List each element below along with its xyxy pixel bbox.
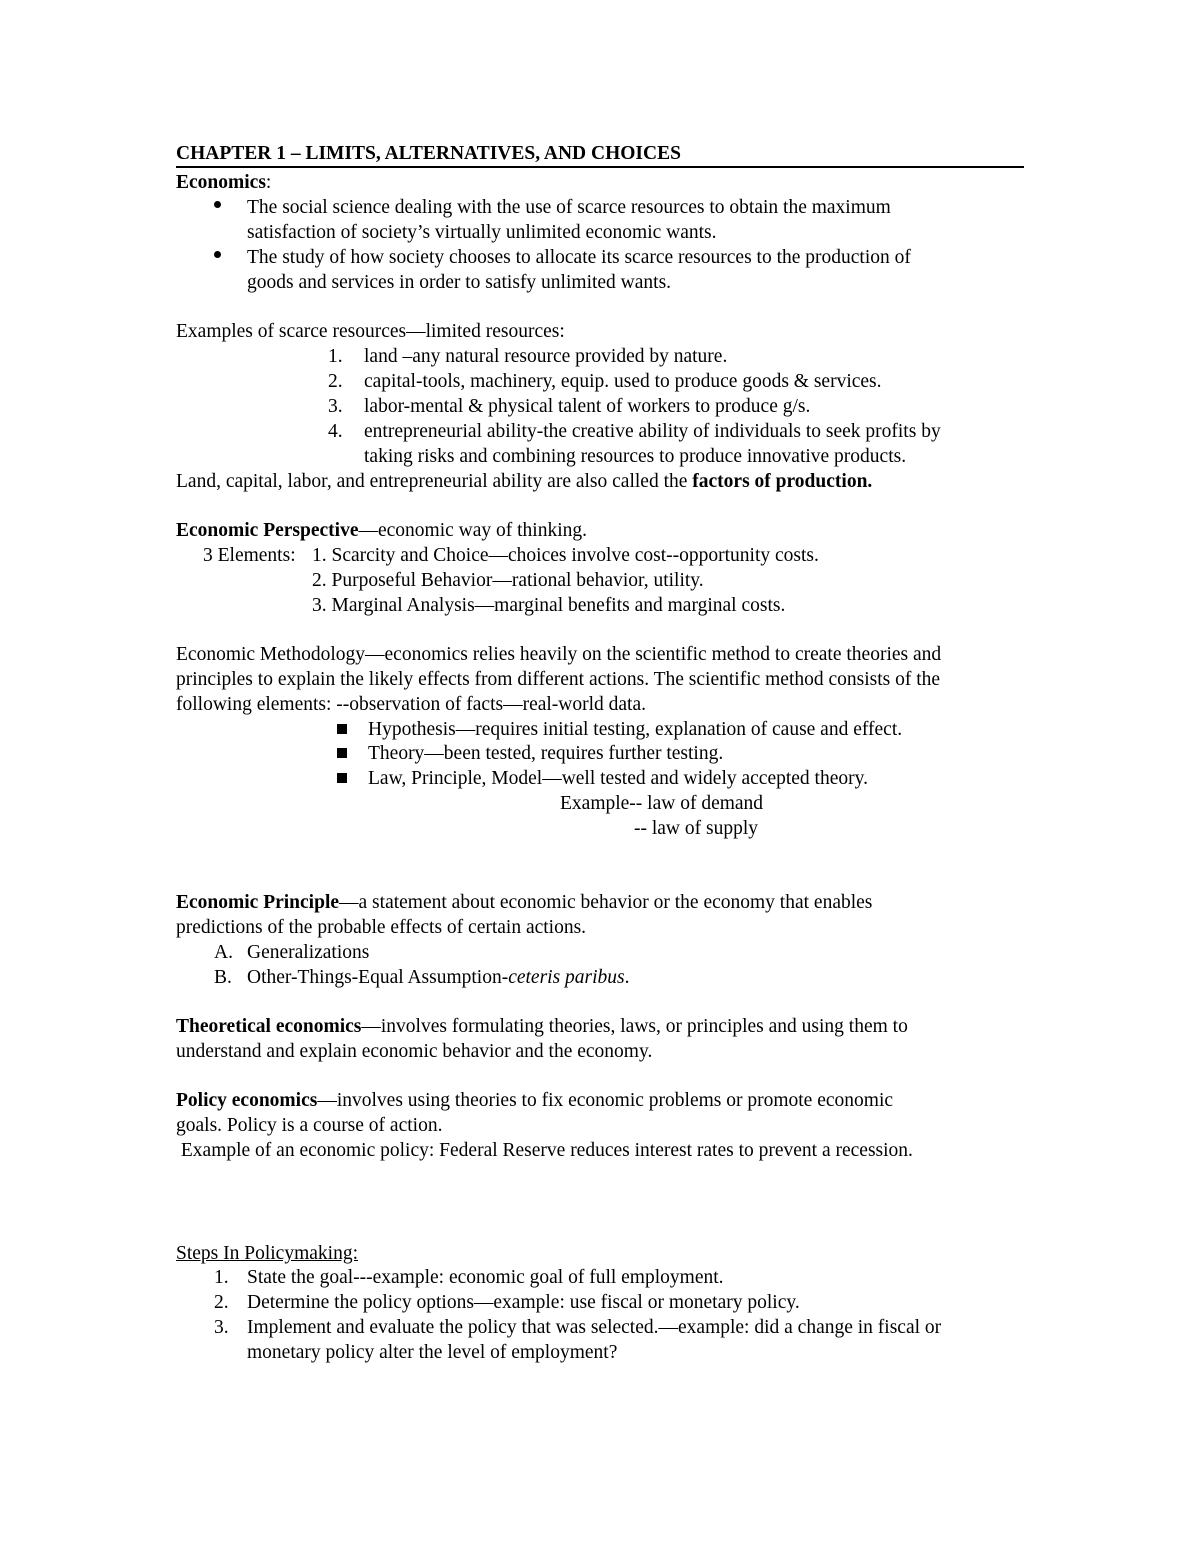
theoretical-line-2: understand and explain economic behavior and the economy. [176,1041,653,1062]
method-example-2: -- law of supply [634,818,759,839]
methodology-line-2: principles to explain the likely effects from different actions. The scientific method consists of the [176,669,941,690]
step-3: Implement and evaluate the policy that was selected.—example: did a change in fiscal or [247,1317,942,1338]
list-number: 1. [214,1267,229,1288]
methodology-line-1: Economic Methodology—economics relies heavily on the scientific method to create theories and [176,644,942,665]
method-theory: Theory—been tested, requires further testing. [368,743,724,764]
methodology-line-3: following elements: --observation of facts—real-world data. [176,694,647,715]
method-example-1: Example-- law of demand [560,793,764,814]
list-number: 2. [328,371,343,392]
list-number: 3. [214,1317,229,1338]
element-3: 3. Marginal Analysis—marginal benefits and marginal costs. [312,595,786,616]
list-letter: A. [214,942,233,963]
scarce-item-land: land –any natural resource provided by nature. [364,346,728,367]
principle-line-1: Economic Principle—a statement about economic behavior or the economy that enables [176,892,873,913]
element-2: 2. Purposeful Behavior—rational behavior, utility. [312,570,704,591]
scarce-item-labor: labor-mental & physical talent of workers to produce g/s. [364,396,811,417]
ceteris-paribus: ceteris paribus [508,967,625,988]
list-number: 2. [214,1292,229,1313]
scarce-intro: Examples of scarce resources—limited resources: [176,321,565,342]
step-1: State the goal---example: economic goal of full employment. [247,1267,724,1288]
economics-def-2-line1: The study of how society chooses to allocate its scarce resources to the production of [247,247,911,268]
policy-term: Policy economics [176,1090,318,1111]
method-law: Law, Principle, Model—well tested and widely accepted theory. [368,768,868,789]
square-bullet-icon [337,748,347,758]
scarce-item-entrepreneurial-cont: taking risks and combining resources to produce innovative products. [364,446,907,467]
principle-item-a: Generalizations [247,942,370,963]
economics-term: Economics [176,172,266,193]
list-number: 4. [328,421,343,442]
bullet-dot-icon [214,201,221,208]
perspective-line: Economic Perspective—economic way of thinking. [176,520,588,541]
theoretical-line-1: Theoretical economics—involves formulating theories, laws, or principles and using them to [176,1016,908,1037]
economics-heading: Economics: [176,172,272,193]
list-number: 3. [328,396,343,417]
theoretical-term: Theoretical economics [176,1016,362,1037]
step-3-cont: monetary policy alter the level of employment? [247,1342,618,1363]
principle-term: Economic Principle [176,892,340,913]
factors-term: factors of production. [692,471,873,492]
policy-example: Example of an economic policy: Federal Reserve reduces interest rates to prevent a recession. [176,1140,913,1161]
principle-line-2: predictions of the probable effects of certain actions. [176,917,587,938]
economics-def-1-line2: satisfaction of society’s virtually unlimited economic wants. [247,222,717,243]
square-bullet-icon [337,724,347,734]
economics-def-1-line1: The social science dealing with the use of scarce resources to obtain the maximum [247,197,891,218]
step-2: Determine the policy options—example: use fiscal or monetary policy. [247,1292,800,1313]
chapter-title: CHAPTER 1 – LIMITS, ALTERNATIVES, AND CHOICES [176,143,681,164]
policy-line-1: Policy economics—involves using theories to fix economic problems or promote economic [176,1090,894,1111]
method-hypothesis: Hypothesis—requires initial testing, explanation of cause and effect. [368,719,903,740]
perspective-term: Economic Perspective [176,520,359,541]
steps-heading: Steps In Policymaking: [176,1243,358,1264]
factors-sentence: Land, capital, labor, and entrepreneurial ability are also called the factors of production. [176,471,873,492]
economics-def-2-line2: goods and services in order to satisfy unlimited wants. [247,272,672,293]
list-number: 1. [328,346,343,367]
scarce-item-capital: capital-tools, machinery, equip. used to produce goods & services. [364,371,882,392]
square-bullet-icon [337,773,347,783]
policy-line-2: goals. Policy is a course of action. [176,1115,443,1136]
elements-label: 3 Elements: [203,545,296,566]
scarce-item-entrepreneurial: entrepreneurial ability-the creative ability of individuals to seek profits by [364,421,941,442]
bullet-dot-icon [214,251,221,258]
title-rule [176,166,1024,168]
list-letter: B. [214,967,232,988]
element-1: 1. Scarcity and Choice—choices involve cost--opportunity costs. [312,545,819,566]
principle-item-b: Other-Things-Equal Assumption-ceteris paribus. [247,967,630,988]
